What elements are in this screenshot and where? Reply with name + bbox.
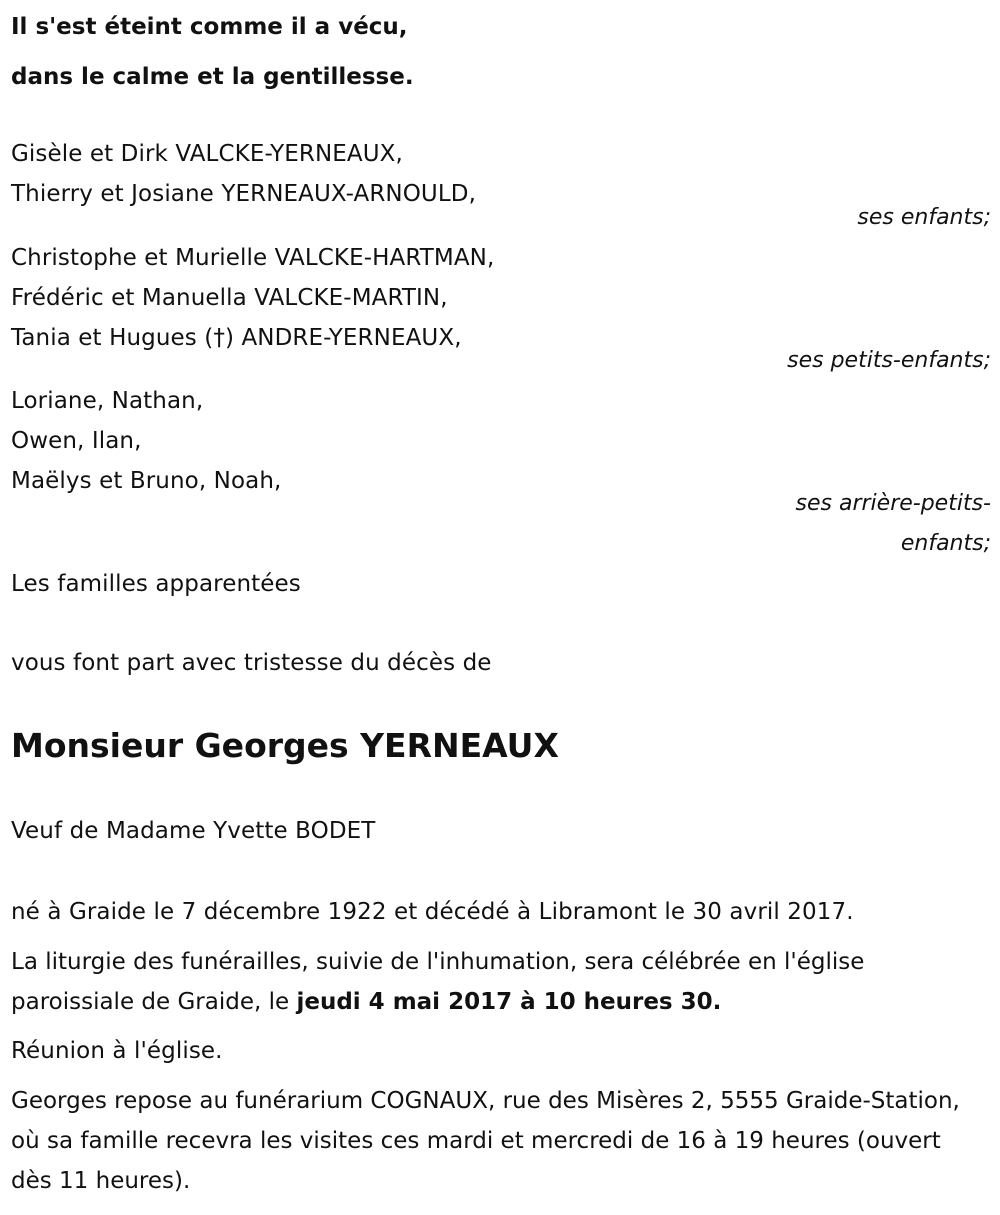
- funeral-text: La liturgie des funérailles, suivie de l'inhumation, sera célébrée en l'église paroissiale de Graide, le: [11, 949, 865, 1015]
- great-grandchildren-name: Loriane, Nathan,: [11, 388, 204, 414]
- intro-line-2: dans le calme et la gentillesse.: [11, 64, 414, 90]
- great-grandchildren-relation-line-2: enfants;: [900, 531, 991, 556]
- announcement-line: vous font part avec tristesse du décès de: [11, 650, 492, 676]
- meeting-line: Réunion à l'église.: [11, 1038, 223, 1064]
- deceased-name: Monsieur Georges YERNEAUX: [11, 726, 559, 765]
- children-name: Gisèle et Dirk VALCKE-YERNEAUX,: [11, 141, 403, 167]
- grandchildren-name: Christophe et Murielle VALCKE-HARTMAN,: [11, 245, 495, 271]
- grandchildren-name: Frédéric et Manuella VALCKE-MARTIN,: [11, 285, 448, 311]
- birth-death-line: né à Graide le 7 décembre 1922 et décédé à Libramont le 30 avril 2017.: [11, 899, 854, 925]
- great-grandchildren-relation: [11, 484, 991, 564]
- great-grandchildren-name: Owen, Ilan,: [11, 428, 142, 454]
- funeral-paragraph: [11, 942, 991, 1022]
- intro-line-1: Il s'est éteint comme il a vécu,: [11, 14, 408, 40]
- grandchildren-block: [11, 238, 991, 358]
- great-grandchildren-relation-line-1: ses arrière-petits-: [795, 491, 991, 516]
- funeral-date-time: jeudi 4 mai 2017 à 10 heures 30.: [296, 989, 722, 1015]
- grandchildren-relation: ses petits-enfants;: [787, 348, 991, 373]
- grandchildren-name: Tania et Hugues (†) ANDRE-YERNEAUX,: [11, 325, 462, 351]
- widower-line: Veuf de Madame Yvette BODET: [11, 818, 376, 844]
- great-grandchildren-block: [11, 381, 991, 501]
- families-line: Les familles apparentées: [11, 571, 301, 597]
- children-relation: ses enfants;: [857, 205, 991, 230]
- children-name: Thierry et Josiane YERNEAUX-ARNOULD,: [11, 181, 477, 207]
- great-grandchildren-name: Maëlys et Bruno, Noah,: [11, 468, 282, 494]
- visitation-paragraph: Georges repose au funérarium COGNAUX, rue des Misères 2, 5555 Graide-Station, où sa famille recevra les visites ces mardi et mercredi de 16 à 19 heures (ouvert dès 11 heures).: [11, 1088, 960, 1194]
